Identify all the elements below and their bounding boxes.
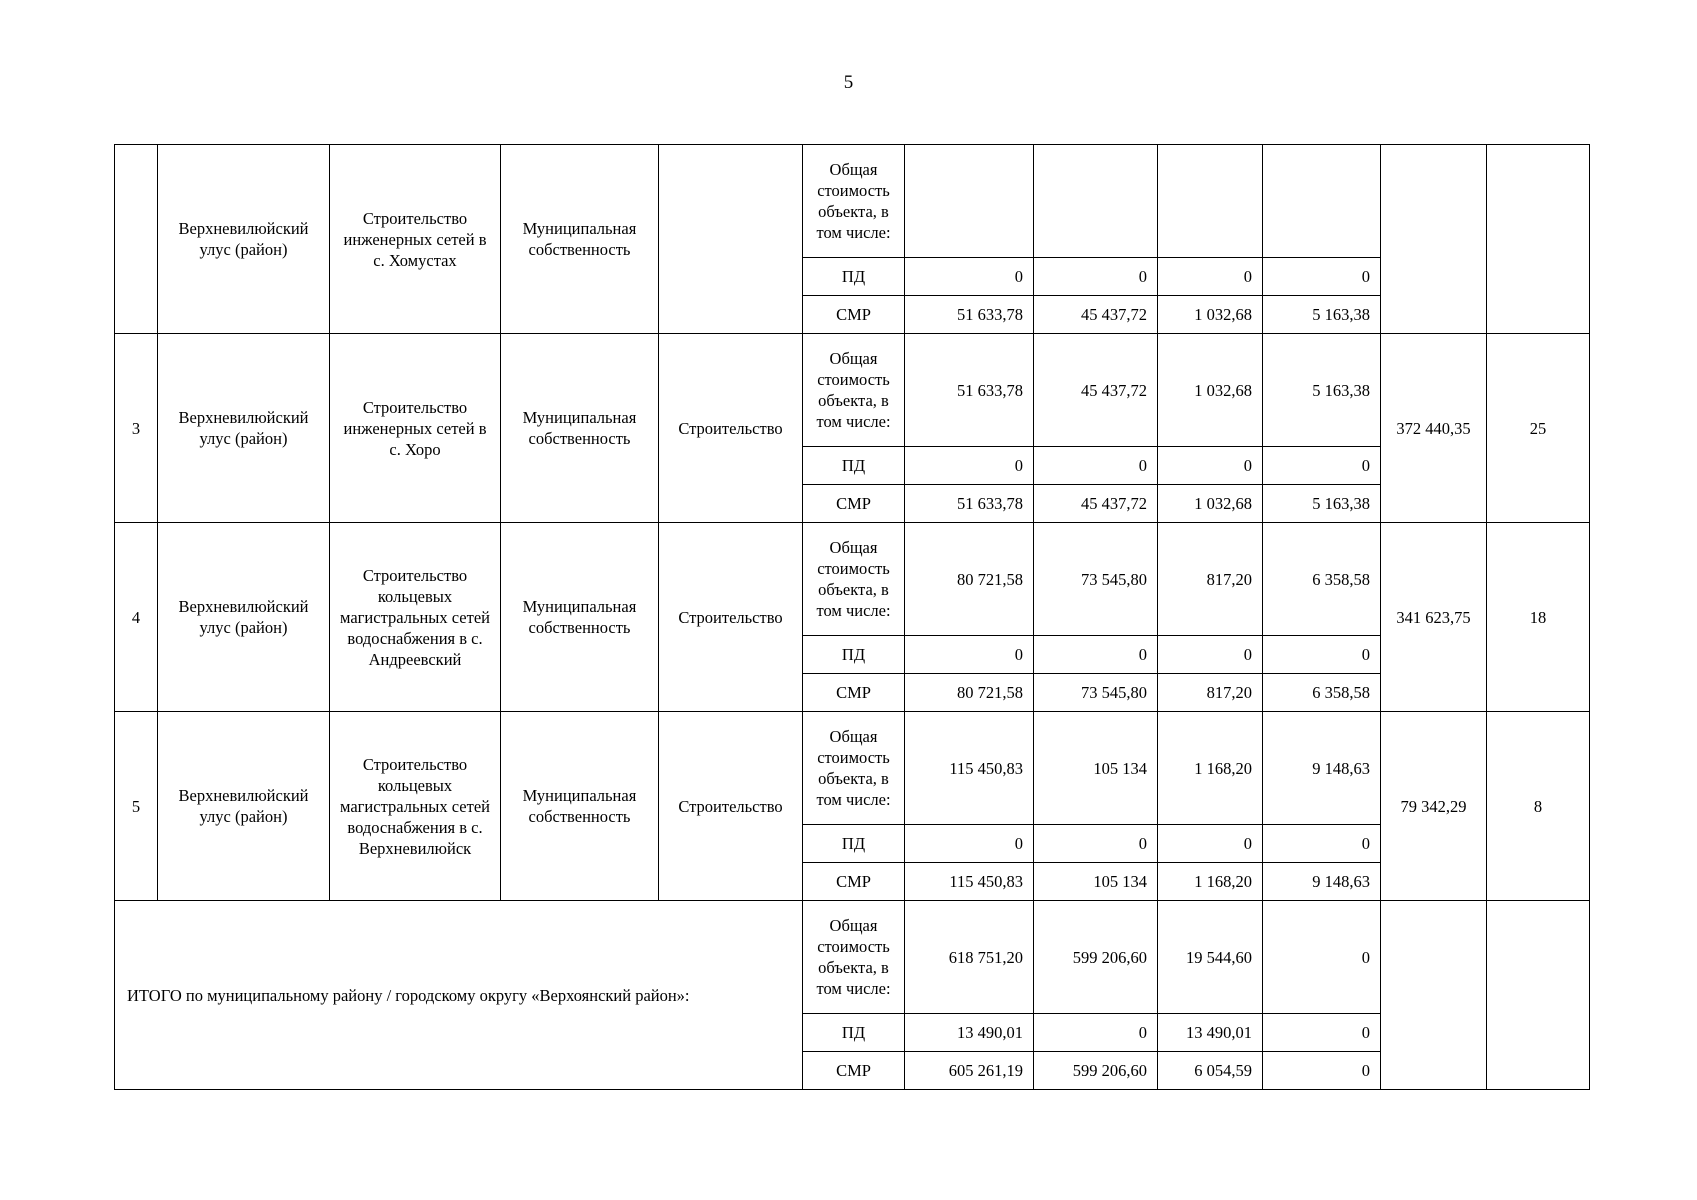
cost-value: 0 bbox=[1034, 447, 1158, 485]
cost-value: 80 721,58 bbox=[905, 523, 1034, 636]
budget-table bbox=[114, 144, 1590, 1090]
total-value: 605 261,19 bbox=[905, 1052, 1034, 1090]
cost-value: 80 721,58 bbox=[905, 674, 1034, 712]
cost-smr-label: СМР bbox=[803, 1052, 905, 1090]
capacity-cell bbox=[1381, 145, 1487, 334]
cost-value: 51 633,78 bbox=[905, 485, 1034, 523]
cost-value: 817,20 bbox=[1158, 674, 1263, 712]
cost-smr-label: СМР bbox=[803, 485, 905, 523]
object-name-cell: Строительство кольцевых магистральных сетей водоснабжения в с. Верхневилюйск bbox=[330, 712, 501, 901]
district-cell: Верхневилюйский улус (район) bbox=[158, 712, 330, 901]
district-cell: Верхневилюйский улус (район) bbox=[158, 145, 330, 334]
cost-value: 1 032,68 bbox=[1158, 334, 1263, 447]
table-row bbox=[115, 334, 1590, 447]
cost-value: 0 bbox=[905, 825, 1034, 863]
object-name-cell: Строительство инженерных сетей в с. Хоро bbox=[330, 334, 501, 523]
cost-value: 0 bbox=[1034, 636, 1158, 674]
cost-value bbox=[905, 145, 1034, 258]
row-number: 5 bbox=[115, 712, 158, 901]
cost-value: 45 437,72 bbox=[1034, 296, 1158, 334]
work-type-cell: Строительство bbox=[659, 523, 803, 712]
extra-cell: 25 bbox=[1487, 334, 1590, 523]
extra-cell bbox=[1487, 145, 1590, 334]
cost-value: 73 545,80 bbox=[1034, 674, 1158, 712]
cost-value: 6 358,58 bbox=[1263, 523, 1381, 636]
cost-smr-label: СМР bbox=[803, 674, 905, 712]
cost-value: 817,20 bbox=[1158, 523, 1263, 636]
cost-pd-label: ПД bbox=[803, 447, 905, 485]
cost-value: 9 148,63 bbox=[1263, 863, 1381, 901]
cost-value: 45 437,72 bbox=[1034, 334, 1158, 447]
cost-pd-label: ПД bbox=[803, 636, 905, 674]
cost-value: 115 450,83 bbox=[905, 863, 1034, 901]
cost-total-label: Общая стоимость объекта, в том числе: bbox=[803, 334, 905, 447]
cost-pd-label: ПД bbox=[803, 1014, 905, 1052]
cost-value: 0 bbox=[1263, 258, 1381, 296]
cost-value: 5 163,38 bbox=[1263, 485, 1381, 523]
cost-value: 9 148,63 bbox=[1263, 712, 1381, 825]
cost-value: 0 bbox=[905, 258, 1034, 296]
total-value: 0 bbox=[1263, 1014, 1381, 1052]
cost-value: 115 450,83 bbox=[905, 712, 1034, 825]
total-value: 19 544,60 bbox=[1158, 901, 1263, 1014]
extra-cell: 18 bbox=[1487, 523, 1590, 712]
total-value: 13 490,01 bbox=[905, 1014, 1034, 1052]
cost-value: 45 437,72 bbox=[1034, 485, 1158, 523]
cost-pd-label: ПД bbox=[803, 258, 905, 296]
cost-value: 0 bbox=[1034, 825, 1158, 863]
cost-value: 0 bbox=[1158, 258, 1263, 296]
capacity-cell: 79 342,29 bbox=[1381, 712, 1487, 901]
table-row bbox=[115, 145, 1590, 258]
total-value: 0 bbox=[1263, 901, 1381, 1014]
capacity-cell: 341 623,75 bbox=[1381, 523, 1487, 712]
cost-value: 6 358,58 bbox=[1263, 674, 1381, 712]
cost-value: 5 163,38 bbox=[1263, 296, 1381, 334]
cost-value: 0 bbox=[1158, 636, 1263, 674]
row-number bbox=[115, 145, 158, 334]
cost-value: 1 032,68 bbox=[1158, 485, 1263, 523]
cost-total-label: Общая стоимость объекта, в том числе: bbox=[803, 901, 905, 1014]
row-number: 4 bbox=[115, 523, 158, 712]
district-cell: Верхневилюйский улус (район) bbox=[158, 523, 330, 712]
cost-smr-label: СМР bbox=[803, 863, 905, 901]
cost-value: 1 032,68 bbox=[1158, 296, 1263, 334]
cost-value: 0 bbox=[1263, 825, 1381, 863]
ownership-cell: Муниципальная собственность bbox=[501, 145, 659, 334]
cost-value: 105 134 bbox=[1034, 863, 1158, 901]
total-label: ИТОГО по муниципальному району / городскому округу «Верхоянский район»: bbox=[115, 901, 803, 1090]
cost-pd-label: ПД bbox=[803, 825, 905, 863]
capacity-cell: 372 440,35 bbox=[1381, 334, 1487, 523]
cost-value: 0 bbox=[905, 447, 1034, 485]
cost-value: 5 163,38 bbox=[1263, 334, 1381, 447]
cost-value: 0 bbox=[1263, 447, 1381, 485]
cost-value: 0 bbox=[1158, 447, 1263, 485]
district-cell: Верхневилюйский улус (район) bbox=[158, 334, 330, 523]
cost-total-label: Общая стоимость объекта, в том числе: bbox=[803, 523, 905, 636]
cost-value: 0 bbox=[1158, 825, 1263, 863]
total-value: 0 bbox=[1263, 1052, 1381, 1090]
extra-cell bbox=[1487, 901, 1590, 1090]
total-value: 599 206,60 bbox=[1034, 1052, 1158, 1090]
cost-total-label: Общая стоимость объекта, в том числе: bbox=[803, 145, 905, 258]
cost-value: 105 134 bbox=[1034, 712, 1158, 825]
cost-value: 51 633,78 bbox=[905, 296, 1034, 334]
cost-value: 73 545,80 bbox=[1034, 523, 1158, 636]
cost-value: 0 bbox=[1034, 258, 1158, 296]
table-row bbox=[115, 712, 1590, 825]
cost-value bbox=[1263, 145, 1381, 258]
work-type-cell: Строительство bbox=[659, 334, 803, 523]
page-number: 5 bbox=[843, 72, 854, 93]
row-number: 3 bbox=[115, 334, 158, 523]
extra-cell: 8 bbox=[1487, 712, 1590, 901]
total-value: 599 206,60 bbox=[1034, 901, 1158, 1014]
cost-value: 1 168,20 bbox=[1158, 712, 1263, 825]
cost-value: 0 bbox=[905, 636, 1034, 674]
ownership-cell: Муниципальная собственность bbox=[501, 523, 659, 712]
cost-value: 51 633,78 bbox=[905, 334, 1034, 447]
cost-value bbox=[1034, 145, 1158, 258]
table-row bbox=[115, 523, 1590, 636]
work-type-cell: Строительство bbox=[659, 712, 803, 901]
total-value: 13 490,01 bbox=[1158, 1014, 1263, 1052]
cost-value: 0 bbox=[1263, 636, 1381, 674]
cost-value: 1 168,20 bbox=[1158, 863, 1263, 901]
object-name-cell: Строительство кольцевых магистральных сетей водоснабжения в с. Андреевский bbox=[330, 523, 501, 712]
ownership-cell: Муниципальная собственность bbox=[501, 334, 659, 523]
total-value: 618 751,20 bbox=[905, 901, 1034, 1014]
cost-smr-label: СМР bbox=[803, 296, 905, 334]
work-type-cell bbox=[659, 145, 803, 334]
total-value: 0 bbox=[1034, 1014, 1158, 1052]
total-value: 6 054,59 bbox=[1158, 1052, 1263, 1090]
ownership-cell: Муниципальная собственность bbox=[501, 712, 659, 901]
cost-total-label: Общая стоимость объекта, в том числе: bbox=[803, 712, 905, 825]
capacity-cell bbox=[1381, 901, 1487, 1090]
cost-value bbox=[1158, 145, 1263, 258]
object-name-cell: Строительство инженерных сетей в с. Хомустах bbox=[330, 145, 501, 334]
total-row bbox=[115, 901, 1590, 1014]
